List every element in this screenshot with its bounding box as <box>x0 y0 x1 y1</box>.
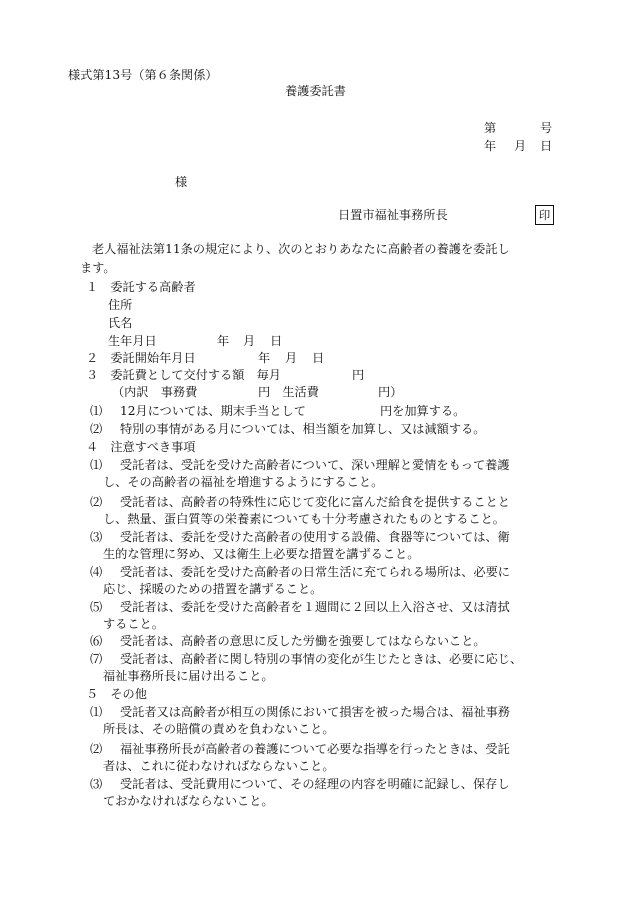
section-5-item-line-1: 福祉事務所長が高齢者の養護について必要な指導を行ったときは、受託 <box>120 742 510 756</box>
section-4-item-label: ⑹ <box>90 634 103 648</box>
section-4-item-label: ⑵ <box>90 495 103 509</box>
section-4-item-line-2: し、熱量、蛋白質等の栄養素についても十分考慮されたものとすること。 <box>103 512 505 526</box>
section-4-item-label: ⑸ <box>90 600 103 614</box>
intro-line-2: ます。 <box>80 261 116 275</box>
recipient-honorific: 様 <box>175 175 188 189</box>
section-3-heading: ３ 委託費として交付する額 毎月 <box>86 368 281 382</box>
section-1-birth-year: 年 <box>217 334 230 348</box>
section-1-address: 住所 <box>108 298 133 312</box>
section-4-item-line-2: 福祉事務所長に届け出ること。 <box>103 669 274 683</box>
intro-line-1: 老人福祉法第11条の規定により、次のとおりあなたに高齢者の養護を委託し <box>92 242 510 256</box>
section-2-year: 年 <box>258 351 271 365</box>
issuer-name: 日置市福祉事務所長 <box>338 208 448 222</box>
section-3-breakdown-mid: 円 生活費 <box>258 385 319 399</box>
section-1-birth-month: 月 <box>243 334 256 348</box>
number-go: 号 <box>540 121 553 135</box>
section-3-item-2-label: ⑵ <box>90 422 103 436</box>
section-5-heading: ５ その他 <box>86 687 147 701</box>
seal-box: 印 <box>535 205 554 225</box>
section-5-item-label: ⑵ <box>90 742 103 756</box>
section-1-name: 氏名 <box>108 316 133 330</box>
section-4-item-line-2: すること。 <box>103 617 164 631</box>
section-5-item-line-1: 受託者は、受託費用について、その経理の内容を明確に記録し、保存し <box>120 777 510 791</box>
section-4-item-line-1: 受託者は、委託を受けた高齢者を１週間に２回以上入浴させ、又は清拭 <box>120 600 510 614</box>
section-5-item-line-2: 所長は、その賠償の責めを負わないこと。 <box>103 722 335 736</box>
section-4-item-line-2: 生的な管理に努め、又は衛生上必要な措置を講ずること。 <box>103 547 420 561</box>
section-4-item-line-1: 受託者は、高齢者の特殊性に応じて変化に富んだ給食を提供することと <box>120 495 510 509</box>
section-5-item-label: ⑴ <box>90 705 103 719</box>
section-4-item-line-2: 応じ、採暖のための措置を講ずること。 <box>103 582 323 596</box>
section-3-item-1-text-a: 12月については、期末手当として <box>120 404 306 418</box>
section-4-item-label: ⑺ <box>90 652 103 666</box>
date-day: 日 <box>540 139 553 153</box>
section-3-item-2-text: 特別の事情がある月については、相当額を加算し、又は減額する。 <box>120 422 486 436</box>
section-4-heading: ４ 注意すべき事項 <box>86 440 196 454</box>
section-4-item-line-1: 受託者は、高齢者の意思に反した労働を強要してはならないこと。 <box>120 634 486 648</box>
section-5-item-line-2: 者は、これに従わなければならないこと。 <box>103 759 335 773</box>
form-number-label: 様式第13号（第６条関係） <box>68 68 218 82</box>
section-5-item-line-1: 受託者又は高齢者が相互の関係において損害を被った場合は、福祉事務 <box>120 705 510 719</box>
section-4-item-label: ⑷ <box>90 565 103 579</box>
section-3-yen: 円 <box>352 368 365 382</box>
section-4-item-line-1: 受託者は、受託を受けた高齢者について、深い理解と愛情をもって養護 <box>120 458 510 472</box>
date-month: 月 <box>514 139 527 153</box>
section-4-item-line-2: し、その高齢者の福祉を増進するようにすること。 <box>103 475 384 489</box>
section-3-breakdown-close: 円） <box>378 385 403 399</box>
document-title: 養護委託書 <box>285 84 346 98</box>
section-4-item-line-1: 受託者は、委託を受けた高齢者の使用する設備、食器等については、衛 <box>120 530 510 544</box>
section-3-breakdown-open: （内訳 事務費 <box>112 385 198 399</box>
section-4-item-line-1: 受託者は、高齢者に関し特別の事情の変化が生じたときは、必要に応じ、 <box>120 652 523 666</box>
section-4-item-line-1: 受託者は、委託を受けた高齢者の日常生活に充てられる場所は、必要に <box>120 565 510 579</box>
section-5-item-label: ⑶ <box>90 777 103 791</box>
section-2-month: 月 <box>285 351 298 365</box>
section-3-item-1-text-b: 円を加算する。 <box>380 404 466 418</box>
number-dai: 第 <box>484 121 497 135</box>
section-1-birth-day: 日 <box>270 334 283 348</box>
section-3-item-1-label: ⑴ <box>90 404 103 418</box>
section-1-birth-label: 生年月日 <box>108 334 157 348</box>
date-year: 年 <box>484 139 497 153</box>
section-2-heading: ２ 委託開始年月日 <box>86 351 196 365</box>
section-4-item-label: ⑴ <box>90 458 103 472</box>
section-1-heading: １ 委託する高齢者 <box>86 280 196 294</box>
section-2-day: 日 <box>312 351 325 365</box>
section-4-item-label: ⑶ <box>90 530 103 544</box>
section-5-item-line-2: ておかなければならないこと。 <box>103 794 274 808</box>
